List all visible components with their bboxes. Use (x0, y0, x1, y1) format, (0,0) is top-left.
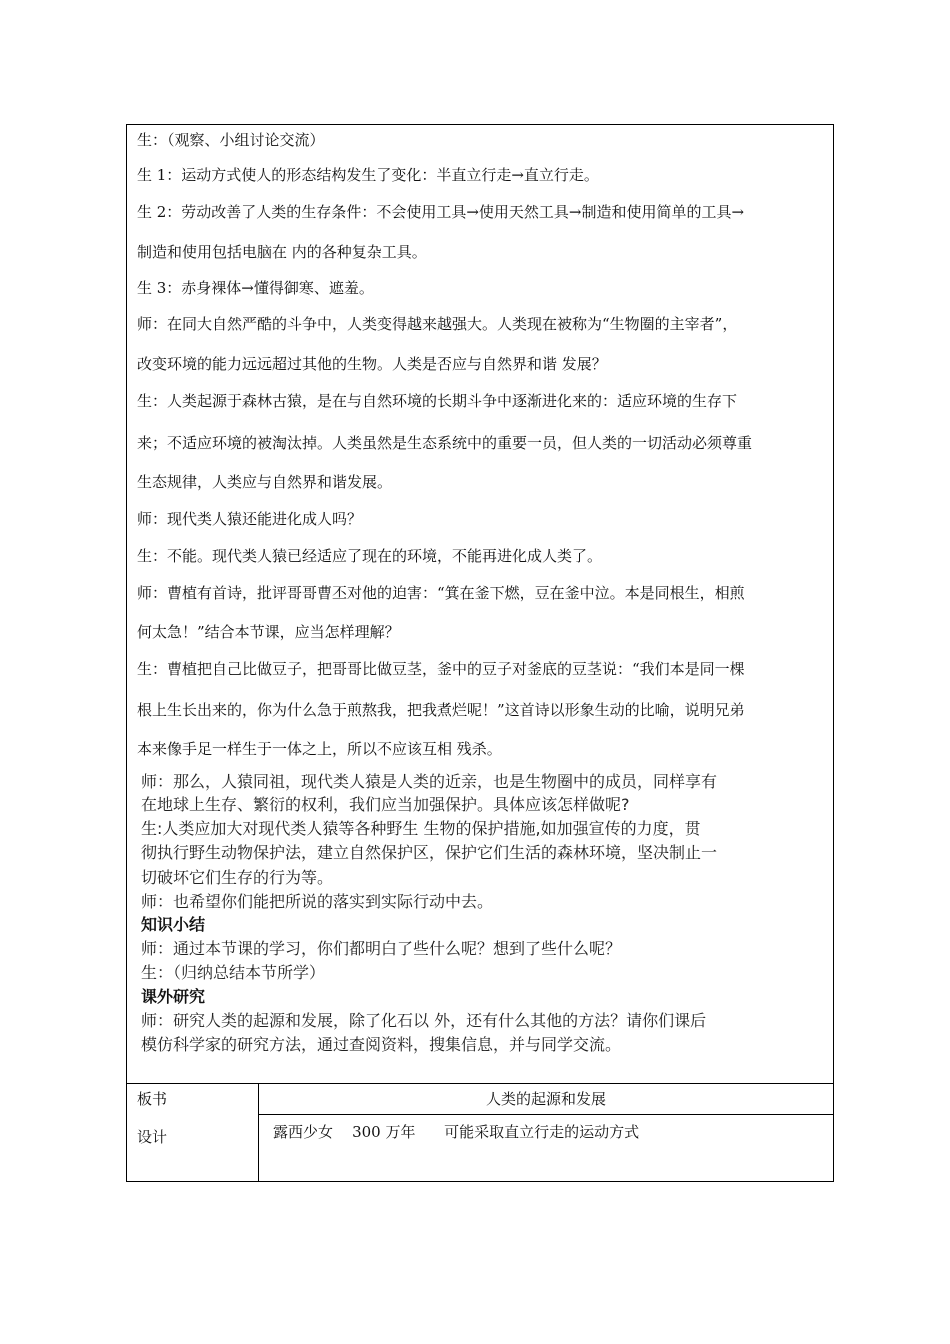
dialogue-line: 生：曹植把自己比做豆子，把哥哥比做豆茎，釜中的豆子对釜底的豆茎说：“我们本是同一棵 (137, 660, 745, 678)
dialogue-line: 在地球上生存、繁衍的权利，我们应当加强保护。具体应该怎样做呢? (141, 795, 630, 814)
section-heading: 课外研究 (141, 987, 206, 1006)
dialogue-line: 生：（观察、小组讨论交流） (137, 131, 325, 149)
board-label-2: 设计 (137, 1128, 168, 1146)
dialogue-line: 生：人类起源于森林古猿，是在与自然环境的长期斗争中逐渐进化来的：适应环境的生存下 (137, 392, 738, 410)
dialogue-line: 师：现代类人猿还能进化成人吗？ (137, 510, 363, 528)
dialogue-line: 生 2：劳动改善了人类的生存条件：不会使用工具→使用天然工具→制造和使用简单的工具→ (137, 203, 745, 221)
board-label-1: 板书 (137, 1090, 168, 1108)
lesson-table (126, 124, 834, 1182)
lesson-content-cell (127, 125, 833, 1084)
dialogue-line: 根上生长出来的，你为什么急于煎熬我，把我煮烂呢！”这首诗以形象生动的比喻，说明兄弟 (137, 701, 745, 719)
section-heading: 知识小结 (141, 915, 206, 934)
dialogue-line: 彻执行野生动物保护法，建立自然保护区，保护它们生活的森林环境，坚决制止一 (141, 843, 718, 862)
dialogue-line: 生：不能。现代类人猿已经适应了现在的环境，不能再进化成人类了。 (137, 547, 603, 565)
dialogue-line: 来；不适应环境的被淘汰掉。人类虽然是生态系统中的重要一员，但人类的一切活动必须尊重 (137, 434, 753, 452)
dialogue-line: 生:人类应加大对现代类人猿等各种野生 生物的保护措施,如加强宣传的力度，贯 (141, 819, 701, 838)
dialogue-line: 师：通过本节课的学习，你们都明白了些什么呢？想到了些什么呢？ (141, 939, 622, 958)
dialogue-line: 生 1：运动方式使人的形态结构发生了变化：半直立行走→直立行走。 (137, 166, 599, 184)
board-title: 人类的起源和发展 (259, 1084, 833, 1115)
dialogue-line: 师：那么，人猿同祖，现代类人猿是人类的近亲，也是生物圈中的成员，同样享有 (141, 772, 718, 791)
dialogue-line: 改变环境的能力远远超过其他的生物。人类是否应与自然界和谐 发展？ (137, 355, 607, 373)
board-label-cell (127, 1084, 259, 1181)
dialogue-line: 生：（归纳总结本节所学） (141, 963, 326, 982)
dialogue-line: 何太急！”结合本节课，应当怎样理解？ (137, 623, 400, 641)
dialogue-line: 师：在同大自然严酷的斗争中，人类变得越来越强大。人类现在被称为“生物圈的主宰者”， (137, 315, 738, 333)
dialogue-line: 切破坏它们生存的行为等。 (141, 868, 334, 887)
dialogue-line: 制造和使用包括电脑在 内的各种复杂工具。 (137, 243, 427, 261)
dialogue-line: 生态规律，人类应与自然界和谐发展。 (137, 473, 393, 491)
board-content: 露西少女 300 万年 可能采取直立行走的运动方式 (273, 1123, 640, 1141)
dialogue-line: 师：曹植有首诗，批评哥哥曹丕对他的迫害：“箕在釜下燃，豆在釜中泣。本是同根生，相煎 (137, 584, 745, 602)
dialogue-line: 师：也希望你们能把所说的落实到实际行动中去。 (141, 892, 494, 911)
dialogue-line: 本来像手足一样生于一体之上，所以不应该互相 残杀。 (137, 740, 502, 758)
dialogue-line: 生 3：赤身裸体→懂得御寒、遮羞。 (137, 279, 374, 297)
dialogue-line: 师：研究人类的起源和发展，除了化石以 外，还有什么其他的方法？请你们课后 (141, 1011, 707, 1030)
dialogue-line: 模仿科学家的研究方法，通过查阅资料，搜集信息，并与同学交流。 (141, 1035, 622, 1054)
